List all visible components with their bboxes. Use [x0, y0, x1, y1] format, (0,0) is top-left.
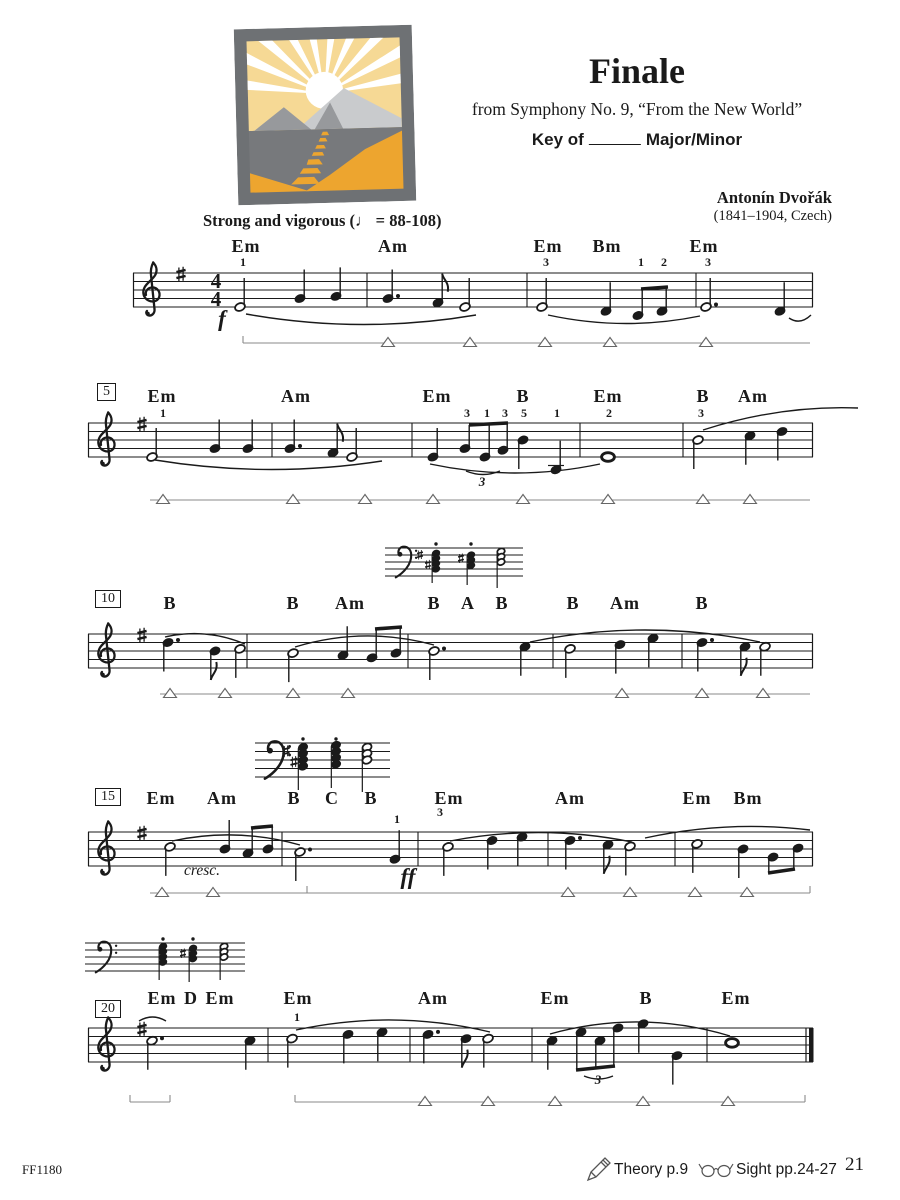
caret-mark: [602, 495, 615, 504]
caret-mark: [539, 338, 552, 347]
bass-chord-insert-1: [385, 542, 523, 588]
caret-mark: [562, 888, 575, 897]
chord-symbol: Em: [283, 988, 313, 1008]
chord-symbol: B: [287, 788, 301, 808]
chord-symbol: Em: [721, 988, 751, 1008]
finger-number: 1: [394, 812, 400, 826]
time-signature-top: 4: [210, 269, 222, 293]
chord-symbol: Am: [610, 593, 640, 613]
page-number: 21: [845, 1154, 864, 1175]
finger-number: 1: [638, 255, 644, 269]
finger-number: 1: [240, 255, 246, 269]
theory-reference: Theory p.9: [614, 1161, 689, 1178]
finger-number: 3: [698, 406, 704, 420]
treble-clef-icon: [98, 624, 114, 677]
caret-mark: [164, 689, 177, 698]
chord-symbol: Em: [434, 788, 464, 808]
chord-symbol: B: [516, 386, 530, 406]
measure-number-box: 5: [97, 383, 116, 401]
triplet-number: 3: [594, 1072, 602, 1087]
finger-number: 5: [521, 406, 527, 420]
chord-symbol: Am: [738, 386, 768, 406]
caret-mark: [419, 1097, 432, 1106]
chord-symbol: Em: [146, 788, 176, 808]
crescendo-marking: cresc.: [183, 862, 221, 879]
chord-symbol: Em: [682, 788, 712, 808]
page-title: Finale: [589, 51, 685, 91]
caret-mark: [359, 495, 372, 504]
chord-symbol: Em: [205, 988, 235, 1008]
caret-mark: [287, 495, 300, 504]
chord-symbol: B: [639, 988, 653, 1008]
bass-chord-insert-2: [255, 737, 390, 792]
caret-mark: [207, 888, 220, 897]
chord-symbol: D: [184, 988, 198, 1008]
finger-number: 1: [554, 406, 560, 420]
key-of-label: Key of: [531, 130, 584, 149]
chord-symbol: Em: [422, 386, 452, 406]
chord-symbol: Am: [378, 236, 408, 256]
chord-symbol: A: [461, 593, 475, 613]
dynamic-marking: ff: [400, 864, 416, 889]
system-2: [88, 408, 858, 504]
chord-symbol: B: [566, 593, 580, 613]
composer-block: [714, 188, 832, 225]
sharp-icon: [176, 267, 185, 282]
key-of-line: [532, 130, 742, 150]
chord-symbol: B: [286, 593, 300, 613]
major-minor-label: Major/Minor: [645, 130, 743, 149]
caret-mark: [696, 689, 709, 698]
chord-symbol: B: [696, 386, 710, 406]
measure-number-box: 10: [95, 590, 121, 608]
triplet-number: 3: [478, 474, 486, 489]
chord-symbol: Am: [335, 593, 365, 613]
chord-symbol: C: [325, 788, 339, 808]
caret-mark: [382, 338, 395, 347]
caret-mark: [482, 1097, 495, 1106]
finger-number: 1: [160, 406, 166, 420]
caret-mark: [722, 1097, 735, 1106]
glasses-icon: [698, 1160, 734, 1180]
sharp-icon: [290, 756, 297, 767]
caret-mark: [757, 689, 770, 698]
finger-number: 3: [502, 406, 508, 420]
caret-mark: [624, 888, 637, 897]
catalog-number: FF1180: [22, 1162, 62, 1177]
dynamic-marking: f: [218, 306, 226, 331]
finger-number: 3: [464, 406, 470, 420]
caret-mark: [616, 689, 629, 698]
finger-number: 2: [606, 406, 612, 420]
sharp-icon: [425, 560, 431, 569]
caret-mark: [464, 338, 477, 347]
sunrise-artwork-image: [234, 25, 417, 206]
chord-symbol: B: [364, 788, 378, 808]
measure-number-box: 20: [95, 1000, 121, 1018]
caret-mark: [549, 1097, 562, 1106]
finger-number: 1: [484, 406, 490, 420]
pencil-icon: [586, 1156, 612, 1182]
tempo-marking: Strong and vigorous (♩ = 88-108): [203, 211, 442, 230]
chord-symbol: Am: [281, 386, 311, 406]
finger-number: 3: [437, 805, 443, 819]
sight-reference: Sight pp.24-27: [736, 1161, 837, 1178]
chord-symbol: Em: [689, 236, 719, 256]
chord-symbol: Em: [147, 988, 177, 1008]
chord-symbol: B: [427, 593, 441, 613]
caret-mark: [604, 338, 617, 347]
sharp-icon: [137, 1022, 146, 1037]
composer-dates: (1841–1904, Czech): [713, 208, 832, 224]
chord-symbol: Em: [147, 386, 177, 406]
treble-clef-icon: [98, 413, 114, 466]
chord-symbol: B: [495, 593, 509, 613]
sharp-icon: [137, 417, 146, 432]
chord-symbol: Am: [555, 788, 585, 808]
measure-number-box: 15: [95, 788, 121, 806]
page-subtitle: from Symphony No. 9, “From the New World”: [471, 99, 803, 119]
caret-mark: [157, 495, 170, 504]
caret-mark: [342, 689, 355, 698]
chord-symbol: Em: [593, 386, 623, 406]
composer-name: Antonín Dvořák: [716, 188, 832, 207]
system-1: [133, 263, 813, 347]
chord-symbol: B: [163, 593, 177, 613]
chord-symbol: Em: [533, 236, 563, 256]
chord-symbol: Bm: [592, 236, 622, 256]
chord-symbol: Em: [231, 236, 261, 256]
sunrise-artwork: [234, 25, 417, 206]
system-3: [88, 624, 813, 698]
key-blank-field[interactable]: [589, 131, 641, 145]
caret-mark: [637, 1097, 650, 1106]
caret-mark: [427, 495, 440, 504]
chord-symbol: Am: [418, 988, 448, 1008]
finger-number: 3: [543, 255, 549, 269]
time-signature-bottom: 4: [210, 287, 222, 311]
caret-mark: [700, 338, 713, 347]
chord-symbol: Bm: [733, 788, 763, 808]
bass-chord-insert-3: [85, 937, 245, 982]
caret-mark: [697, 495, 710, 504]
system-4: [88, 820, 813, 897]
treble-clef-icon: [98, 1018, 114, 1071]
caret-mark: [287, 689, 300, 698]
chord-symbol: Em: [540, 988, 570, 1008]
finger-number: 1: [294, 1010, 300, 1024]
sharp-icon: [137, 628, 146, 643]
caret-mark: [744, 495, 757, 504]
chord-symbol: Am: [207, 788, 237, 808]
finger-number: 2: [661, 255, 667, 269]
treble-clef-icon: [143, 263, 159, 316]
caret-mark: [689, 888, 702, 897]
caret-mark: [156, 888, 169, 897]
sharp-icon: [137, 826, 146, 841]
caret-mark: [741, 888, 754, 897]
system-5: [88, 1017, 814, 1106]
chord-symbol: B: [695, 593, 709, 613]
caret-mark: [517, 495, 530, 504]
finger-number: 3: [705, 255, 711, 269]
caret-mark: [219, 689, 232, 698]
treble-clef-icon: [98, 822, 114, 875]
